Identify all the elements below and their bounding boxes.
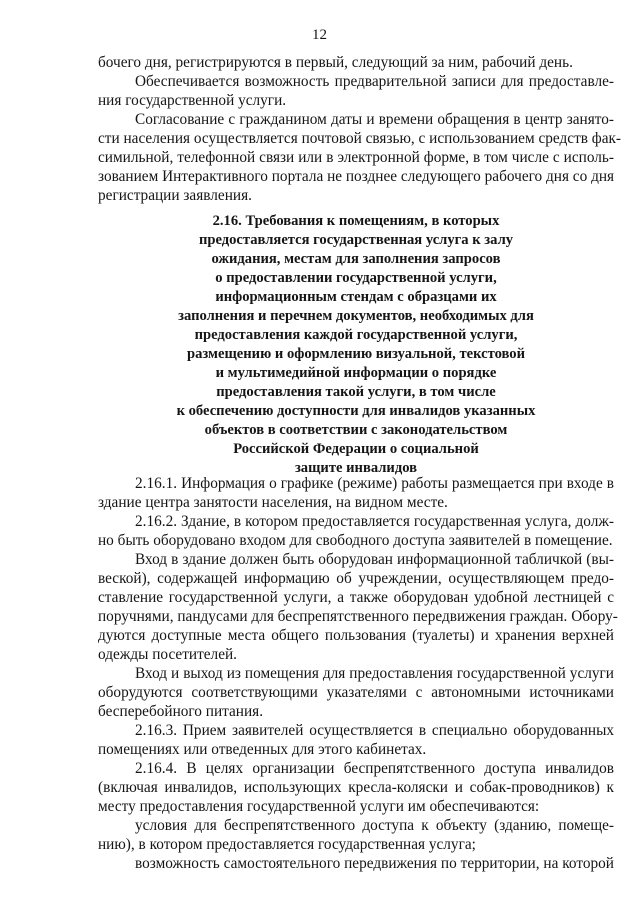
text-line: зованием Интерактивного портала не позднее следующего рабочего дня со дня xyxy=(98,168,615,185)
heading-line: и мультимедийной информации о порядке xyxy=(215,365,497,381)
text-line: здание центра занятости населения, на видном месте. xyxy=(98,494,448,511)
text-line: Обеспечивается возможность предварительной записи для предоставле- xyxy=(135,73,614,90)
text-line: ставление государственной услуги, а также оборудован удобной лестницей с xyxy=(98,589,614,606)
heading-line: предоставляется государственная услуга к залу xyxy=(198,232,514,248)
heading-line: объектов в соответствии с законодательством xyxy=(204,422,508,438)
text-line: помещениях или отведенных для этого кабинетах. xyxy=(98,741,427,758)
text-line: 2.16.1. Информация о графике (режиме) работы размещается при входе в xyxy=(135,475,614,492)
heading-line: заполнения и перечнем документов, необходимых для xyxy=(178,308,534,324)
heading-line: 2.16. Требования к помещениям, в которых xyxy=(212,213,500,229)
text-line: нию), в котором предоставляется государственная услуга; xyxy=(98,836,476,853)
text-line: дуются доступные места общего пользования (туалеты) и хранения верхней xyxy=(98,627,614,644)
text-line: оборудуются соответствующими указателями с автономными источниками xyxy=(98,684,614,701)
text-line: сти населения осуществляется почтовой связью, с использованием средств фак- xyxy=(98,130,622,147)
heading-line: о предоставлении государственной услуги, xyxy=(215,270,497,286)
text-line: 2.16.3. Прием заявителей осуществляется в специально оборудованных xyxy=(135,722,614,739)
text-line: ния государственной услуги. xyxy=(98,92,287,109)
text-line: условия для беспрепятственного доступа к объекту (зданию, помеще- xyxy=(135,817,614,834)
text-line: регистрации заявления. xyxy=(98,187,252,204)
text-line: возможность самостоятельного передвижения по территории, на которой xyxy=(135,855,614,872)
text-line: Вход и выход из помещения для предоставления государственной услуги xyxy=(135,665,614,682)
text-line: 2.16.4. В целях организации беспрепятственного доступа инвалидов xyxy=(135,760,614,777)
heading-line: предоставления каждой государственной услуги, xyxy=(194,327,518,343)
heading-line: информационным стендам с образцами их xyxy=(215,289,497,305)
text-line: Вход в здание должен быть оборудован информационной табличкой (вы- xyxy=(135,551,614,568)
text-line: симильной, телефонной связи или в электронной форме, в том числе с исполь- xyxy=(98,149,614,166)
heading-line: к обеспечению доступности для инвалидов указанных xyxy=(176,403,536,419)
page-number: 12 xyxy=(312,27,327,43)
text-line: поручнями, пандусами для беспрепятственного передвижения граждан. Обору- xyxy=(98,608,618,625)
text-line: Согласование с гражданином даты и времени обращения в центр занято- xyxy=(135,111,614,128)
heading-line: размещению и оформлению визуальной, текстовой xyxy=(186,346,526,362)
text-line: месту предоставления государственной услуги им обеспечиваются: xyxy=(98,798,540,815)
text-line: но быть оборудовано входом для свободного доступа заявителей в помещение. xyxy=(98,532,613,549)
text-line: одежды посетителей. xyxy=(98,646,237,663)
text-line: бесперебойного питания. xyxy=(98,703,264,720)
text-line: 2.16.2. Здание, в котором предоставляется государственная услуга, долж- xyxy=(135,513,614,530)
heading-line: Российской Федерации о социальной xyxy=(233,441,479,457)
heading-line: предоставления такой услуги, в том числе xyxy=(216,384,496,400)
heading-line: защите инвалидов xyxy=(294,460,418,476)
text-line: веской), содержащей информацию об учреждении, осуществляющем предо- xyxy=(98,570,614,587)
heading-line: ожидания, местам для заполнения запросов xyxy=(211,251,501,267)
text-line: (включая инвалидов, использующих кресла-коляски и собак-проводников) к xyxy=(98,779,614,796)
section-heading xyxy=(98,212,614,478)
text-line: бочего дня, регистрируются в первый, следующий за ним, рабочий день. xyxy=(98,54,573,71)
